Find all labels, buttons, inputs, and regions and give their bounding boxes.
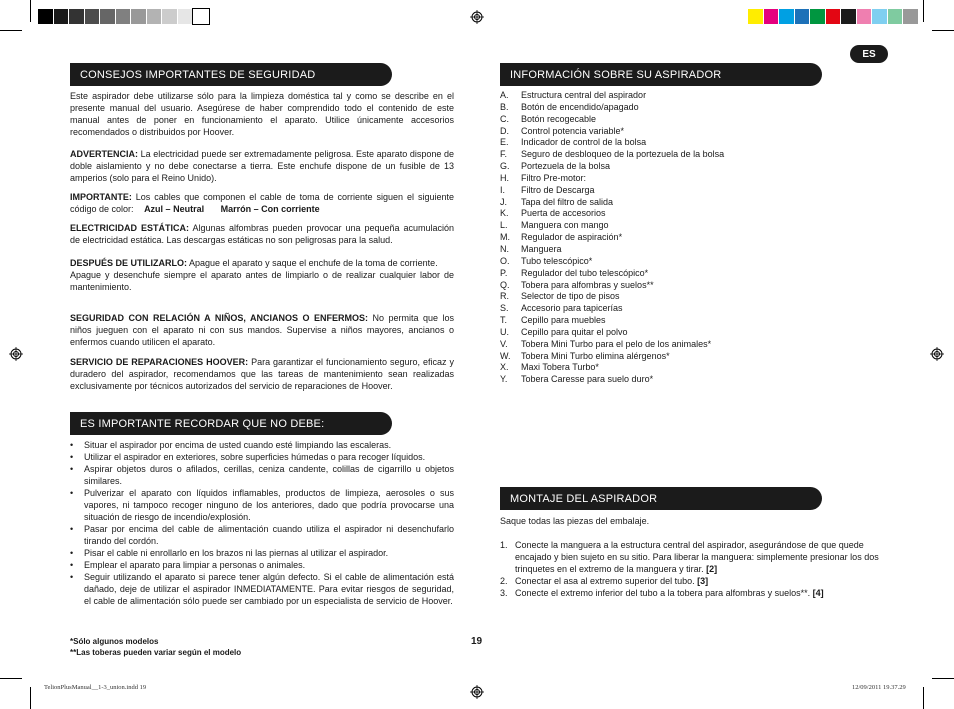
list-item <box>500 220 890 232</box>
safety-important <box>70 191 454 215</box>
color-swatch <box>903 9 919 24</box>
list-item <box>500 268 890 280</box>
part-label: Tobera Mini Turbo elimina alérgenos* <box>521 350 670 361</box>
after-label: DESPUÉS DE UTILIZARLO: <box>70 258 188 268</box>
part-letter: X. <box>500 362 509 373</box>
after-text: Apague el aparato y saque el enchufe de la toma de corriente. <box>187 258 438 268</box>
footnote-models: *Sólo algunos modelos <box>70 637 159 646</box>
safety-repair <box>70 356 454 392</box>
color-swatch <box>764 9 780 24</box>
repair-label: SERVICIO DE REPARACIONES HOOVER: <box>70 357 249 367</box>
list-item: • Seguir utilizando el aparato si parece tener algún defecto. Si el cable de alimentación está dañado, deje de utilizar el aspirador INMEDIATAMENTE. Para evitar riesgos de seguridad, el cable de alimentación sólo puede ser cambiado por un especialista de servicio de Hoover. <box>70 572 454 606</box>
color-calibration-strip <box>748 9 919 24</box>
part-letter: P. <box>500 267 508 278</box>
color-swatch <box>748 9 764 24</box>
crop-mark-bl-v <box>30 687 31 709</box>
slug-filename: TelionPlusManual__1-3_union.indd 19 <box>44 684 147 691</box>
part-label: Control potencia variable* <box>521 125 625 136</box>
list-item <box>500 114 890 126</box>
part-letter: V. <box>500 338 508 349</box>
safety-intro: Este aspirador debe utilizarse sólo para la limpieza doméstica tal y como se describe en el presente manual del usuario. Asegúrese de haber comprendido todo el contenido de este manual antes de poner en funcionamiento el aparato. Utilice únicamente accesorios recomendados o distribuidos por Hoover. <box>70 91 454 137</box>
safety-static <box>70 222 454 246</box>
wire-brown: Marrón – Con corriente <box>220 204 320 214</box>
list-item <box>500 197 890 209</box>
part-label: Manguera <box>521 243 562 254</box>
safety-after-use <box>70 257 454 293</box>
color-swatch <box>795 9 811 24</box>
color-swatch <box>888 9 904 24</box>
list-item <box>500 102 890 114</box>
section-header-assembly: MONTAJE DEL ASPIRADOR <box>500 487 822 510</box>
wire-blue: Azul – Neutral <box>144 204 205 214</box>
part-label: Portezuela de la bolsa <box>521 161 611 172</box>
part-label: Filtro Pre-motor: <box>521 172 587 183</box>
list-item <box>500 303 890 315</box>
list-item <box>500 161 890 173</box>
part-letter: Y. <box>500 374 508 385</box>
figure-ref: [4] <box>812 588 824 598</box>
step-number: 3. <box>500 588 508 598</box>
crop-mark-br-h <box>932 678 954 679</box>
list-item: • Aspirar objetos duros o afilados, cerillas, ceniza candente, colillas de cigarrillo u objetos similares. <box>70 464 454 486</box>
color-swatch <box>54 9 70 24</box>
color-swatch <box>147 9 163 24</box>
part-label: Cepillo para muebles <box>521 315 606 326</box>
list-item: • Pisar el cable ni enrollarlo en los brazos ni las piernas al utilizar el aspirador. <box>70 548 389 558</box>
step-number: 2. <box>500 576 508 586</box>
list-item <box>500 575 884 587</box>
assembly-steps <box>500 539 884 599</box>
language-badge: ES <box>850 45 888 63</box>
list-item <box>500 327 890 339</box>
list-item <box>500 291 890 303</box>
part-label: Tobera Caresse para suelo duro* <box>521 374 654 385</box>
list-item <box>500 149 890 161</box>
crop-mark-tr-h <box>932 30 954 31</box>
list-item <box>500 232 890 244</box>
part-letter: H. <box>500 172 509 183</box>
part-letter: E. <box>500 137 509 148</box>
part-letter: Q. <box>500 279 510 290</box>
part-label: Regulador de aspiración* <box>521 232 623 243</box>
figure-ref: [3] <box>697 576 709 586</box>
list-item: • Pasar por encima del cable de alimentación cuando utiliza el aspirador ni desenchufarlo tirando del cordón. <box>70 524 454 546</box>
static-label: ELECTRICIDAD ESTÁTICA: <box>70 223 189 233</box>
list-item <box>500 362 890 374</box>
part-label: Botón de encendido/apagado <box>521 101 639 112</box>
registration-mark-icon <box>470 685 484 699</box>
part-letter: D. <box>500 125 509 136</box>
crop-mark-tl-v <box>30 0 31 22</box>
color-swatch <box>810 9 826 24</box>
list-item <box>500 208 890 220</box>
parts-list <box>500 90 890 386</box>
list-item <box>500 587 884 599</box>
children-label: SEGURIDAD CON RELACIÓN A NIÑOS, ANCIANOS O ENFERMOS: <box>70 313 368 323</box>
list-item <box>500 185 890 197</box>
color-swatch <box>100 9 116 24</box>
color-swatch <box>178 9 194 24</box>
step-text: Conecte el extremo inferior del tubo a la tobera para alfombras y suelos**. [4] <box>515 588 824 598</box>
list-item <box>500 256 890 268</box>
part-label: Estructura central del aspirador <box>521 90 647 100</box>
list-item: • Pulverizar el aparato con líquidos inflamables, productos de limpieza, aerosoles o sus vapores, ni tampoco recoger ninguno de los anteriores, dado que podría provocarse una situación de riesgo de incendio/explosión. <box>70 488 454 522</box>
part-letter: O. <box>500 255 510 266</box>
part-label: Botón recogecable <box>521 113 597 124</box>
dont-list <box>70 439 454 607</box>
color-swatch <box>826 9 842 24</box>
step-text: Conecte la manguera a la estructura central del aspirador, asegurándose de que quede encajado y bien sujeto en su sitio. Para liberar la manguera: simplemente presionar los dos trinquetes en el extremo de la manguera y tirar. [2] <box>515 540 879 574</box>
list-item <box>500 90 890 102</box>
list-item <box>500 126 890 138</box>
part-letter: T. <box>500 315 508 326</box>
part-label: Manguera con mango <box>521 220 609 231</box>
crop-mark-bl-h <box>0 678 22 679</box>
children-text: No permita que los niños jueguen con el aparato ni con sus mandos. Supervise a niños mayores, ancianos o enfermos cuando utilicen el aparato. <box>70 313 454 347</box>
warning-label: ADVERTENCIA: <box>70 149 139 159</box>
page-number: 19 <box>471 636 483 647</box>
part-letter: N. <box>500 243 509 254</box>
color-swatch <box>857 9 873 24</box>
part-label: Tobera Mini Turbo para el pelo de los animales* <box>521 338 712 349</box>
list-item <box>500 374 890 386</box>
color-swatch <box>872 9 888 24</box>
part-label: Indicador de control de la bolsa <box>521 137 647 148</box>
part-letter: K. <box>500 208 509 219</box>
list-item <box>500 351 890 363</box>
registration-mark-icon <box>470 10 484 24</box>
static-text: Algunas alfombras pueden provocar una pequeña acumulación de electricidad estática. Las descargas estáticas no son peligrosas para la salud. <box>70 223 454 245</box>
part-label: Puerta de accesorios <box>521 208 606 219</box>
color-swatch <box>162 9 178 24</box>
color-swatch <box>779 9 795 24</box>
part-letter: C. <box>500 113 509 124</box>
color-swatch <box>85 9 101 24</box>
registration-mark-icon <box>9 347 23 361</box>
part-letter: G. <box>500 161 510 172</box>
list-item <box>500 137 890 149</box>
safety-children <box>70 312 454 348</box>
color-swatch <box>38 9 54 24</box>
important-label: IMPORTANTE: <box>70 192 132 202</box>
part-letter: M. <box>500 232 510 243</box>
repair-text: Para garantizar el funcionamiento seguro, eficaz y duradero del aspirador, recomendamos que las tareas de mantenimiento sean realizadas exclusivamente por técnicos autorizados del servicio de reparaciones de Hoover. <box>70 357 454 391</box>
warning-text: La electricidad puede ser extremadamente peligrosa. Este aparato dispone de doble aislamiento y no debe conectarse a tierra. Este enchufe dispone de un fusible de 13 amperios (solo para el Reino Unido). <box>70 149 454 183</box>
part-letter: J. <box>500 196 508 207</box>
part-label: Maxi Tobera Turbo* <box>521 362 599 373</box>
part-letter: R. <box>500 291 509 302</box>
color-swatch <box>841 9 857 24</box>
crop-mark-tl-h <box>0 30 22 31</box>
part-label: Filtro de Descarga <box>521 184 595 195</box>
part-letter: A. <box>500 90 509 100</box>
section-header-dont: ES IMPORTANTE RECORDAR QUE NO DEBE: <box>70 412 392 435</box>
color-swatch <box>131 9 147 24</box>
part-label: Selector de tipo de pisos <box>521 291 620 302</box>
part-label: Regulador del tubo telescópico* <box>521 267 649 278</box>
crop-mark-br-v <box>923 687 924 709</box>
step-number: 1. <box>500 540 508 550</box>
part-label: Seguro de desbloqueo de la portezuela de la bolsa <box>521 149 725 160</box>
assembly-intro: Saque todas las piezas del embalaje. <box>500 516 650 526</box>
list-item: • Situar el aspirador por encima de usted cuando esté limpiando las escaleras. <box>70 440 392 450</box>
registration-mark-icon <box>930 347 944 361</box>
safety-warning <box>70 148 454 184</box>
part-label: Tobera para alfombras y suelos** <box>521 279 654 290</box>
color-swatch <box>116 9 132 24</box>
slug-date: 12/09/2011 19.37.29 <box>852 684 906 691</box>
important-text: Los cables que componen el cable de toma de corriente siguen el siguiente código de color: <box>70 192 454 214</box>
part-letter: B. <box>500 101 509 112</box>
part-label: Cepillo para quitar el polvo <box>521 326 628 337</box>
list-item <box>500 315 890 327</box>
list-item: • Emplear el aparato para limpiar a personas o animales. <box>70 560 306 570</box>
part-label: Tubo telescópico* <box>521 255 593 266</box>
color-swatch <box>69 9 85 24</box>
list-item <box>500 173 890 185</box>
part-letter: F. <box>500 149 508 160</box>
part-letter: U. <box>500 326 509 337</box>
part-label: Tapa del filtro de salida <box>521 196 614 207</box>
list-item <box>500 339 890 351</box>
footnote-nozzles: **Las toberas pueden variar según el modelo <box>70 648 242 657</box>
after-text-2: Apague y desenchufe siempre el aparato antes de limpiarlo o de realizar cualquier labor de mantenimiento. <box>70 270 454 292</box>
color-swatch <box>193 9 209 24</box>
part-letter: S. <box>500 303 509 314</box>
figure-ref: [2] <box>706 564 718 574</box>
gray-calibration-strip <box>38 9 209 24</box>
part-letter: L. <box>500 220 508 231</box>
part-letter: W. <box>500 350 511 361</box>
crop-mark-tr-v <box>923 0 924 22</box>
section-header-safety: CONSEJOS IMPORTANTES DE SEGURIDAD <box>70 63 392 86</box>
list-item: • Utilizar el aspirador en exteriores, sobre superficies húmedas o para recoger líquidos. <box>70 452 426 462</box>
section-header-info: INFORMACIÓN SOBRE SU ASPIRADOR <box>500 63 822 86</box>
list-item <box>500 244 890 256</box>
part-label: Accesorio para tapicerías <box>521 303 623 314</box>
list-item <box>500 539 884 575</box>
step-text: Conectar el asa al extremo superior del tubo. [3] <box>515 576 709 586</box>
part-letter: I. <box>500 184 506 195</box>
list-item <box>500 280 890 292</box>
